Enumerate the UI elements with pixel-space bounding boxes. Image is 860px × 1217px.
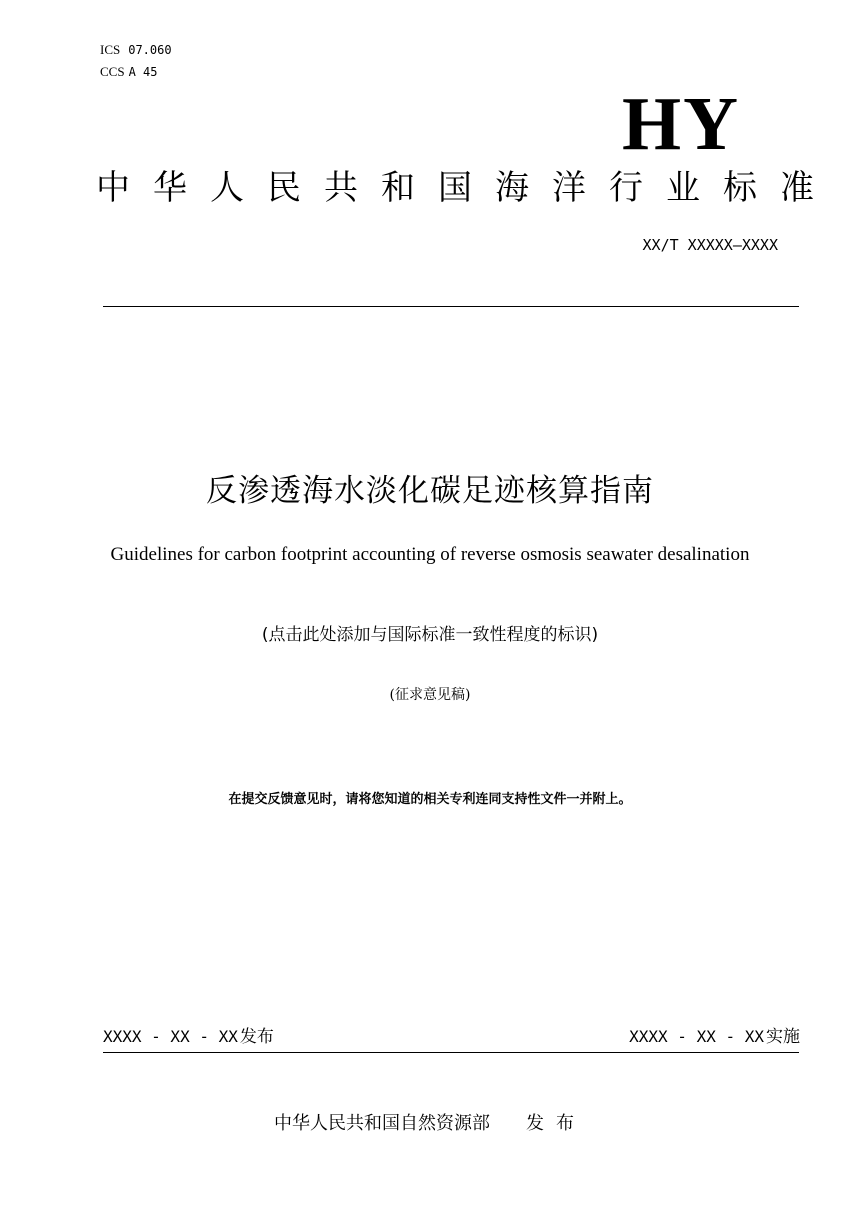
issue-date-value: XXXX - XX - XX	[103, 1027, 238, 1046]
document-title-en: Guidelines for carbon footprint accounting of reverse osmosis seawater desalination	[110, 544, 750, 565]
issue-date-label: 发布	[239, 1027, 274, 1047]
issue-date	[103, 1026, 274, 1048]
implementation-date	[629, 1026, 800, 1048]
draft-status: (征求意见稿)	[389, 687, 471, 703]
footer-divider	[103, 1052, 799, 1053]
publish-verb: 发布	[526, 1113, 586, 1134]
ics-label: ICS	[100, 42, 121, 57]
ccs-code: A 45	[128, 65, 158, 79]
impl-date-label: 实施	[766, 1027, 800, 1047]
ics-classification	[100, 42, 172, 58]
ccs-label: CCS	[100, 64, 125, 79]
header-divider	[103, 306, 799, 307]
patent-notice: 在提交反馈意见时，请将您知道的相关专利连同支持性文件一并附上。	[228, 792, 632, 807]
document-title-zh: 反渗透海水淡化碳足迹核算指南	[206, 473, 654, 509]
impl-date-value: XXXX - XX - XX	[629, 1027, 764, 1046]
publisher	[0, 1112, 860, 1136]
standard-number: XX/T XXXXX—XXXX	[642, 236, 778, 254]
ccs-classification	[100, 64, 157, 80]
intl-consistency-placeholder[interactable]: (点击此处添加与国际标准一致性程度的标识)	[261, 625, 599, 645]
org-title: 中华人民共和国海洋行业标准	[96, 168, 837, 208]
hy-logo: HY	[622, 82, 740, 166]
ics-code: 07.060	[128, 43, 172, 57]
publisher-name: 中华人民共和国自然资源部	[274, 1113, 490, 1134]
